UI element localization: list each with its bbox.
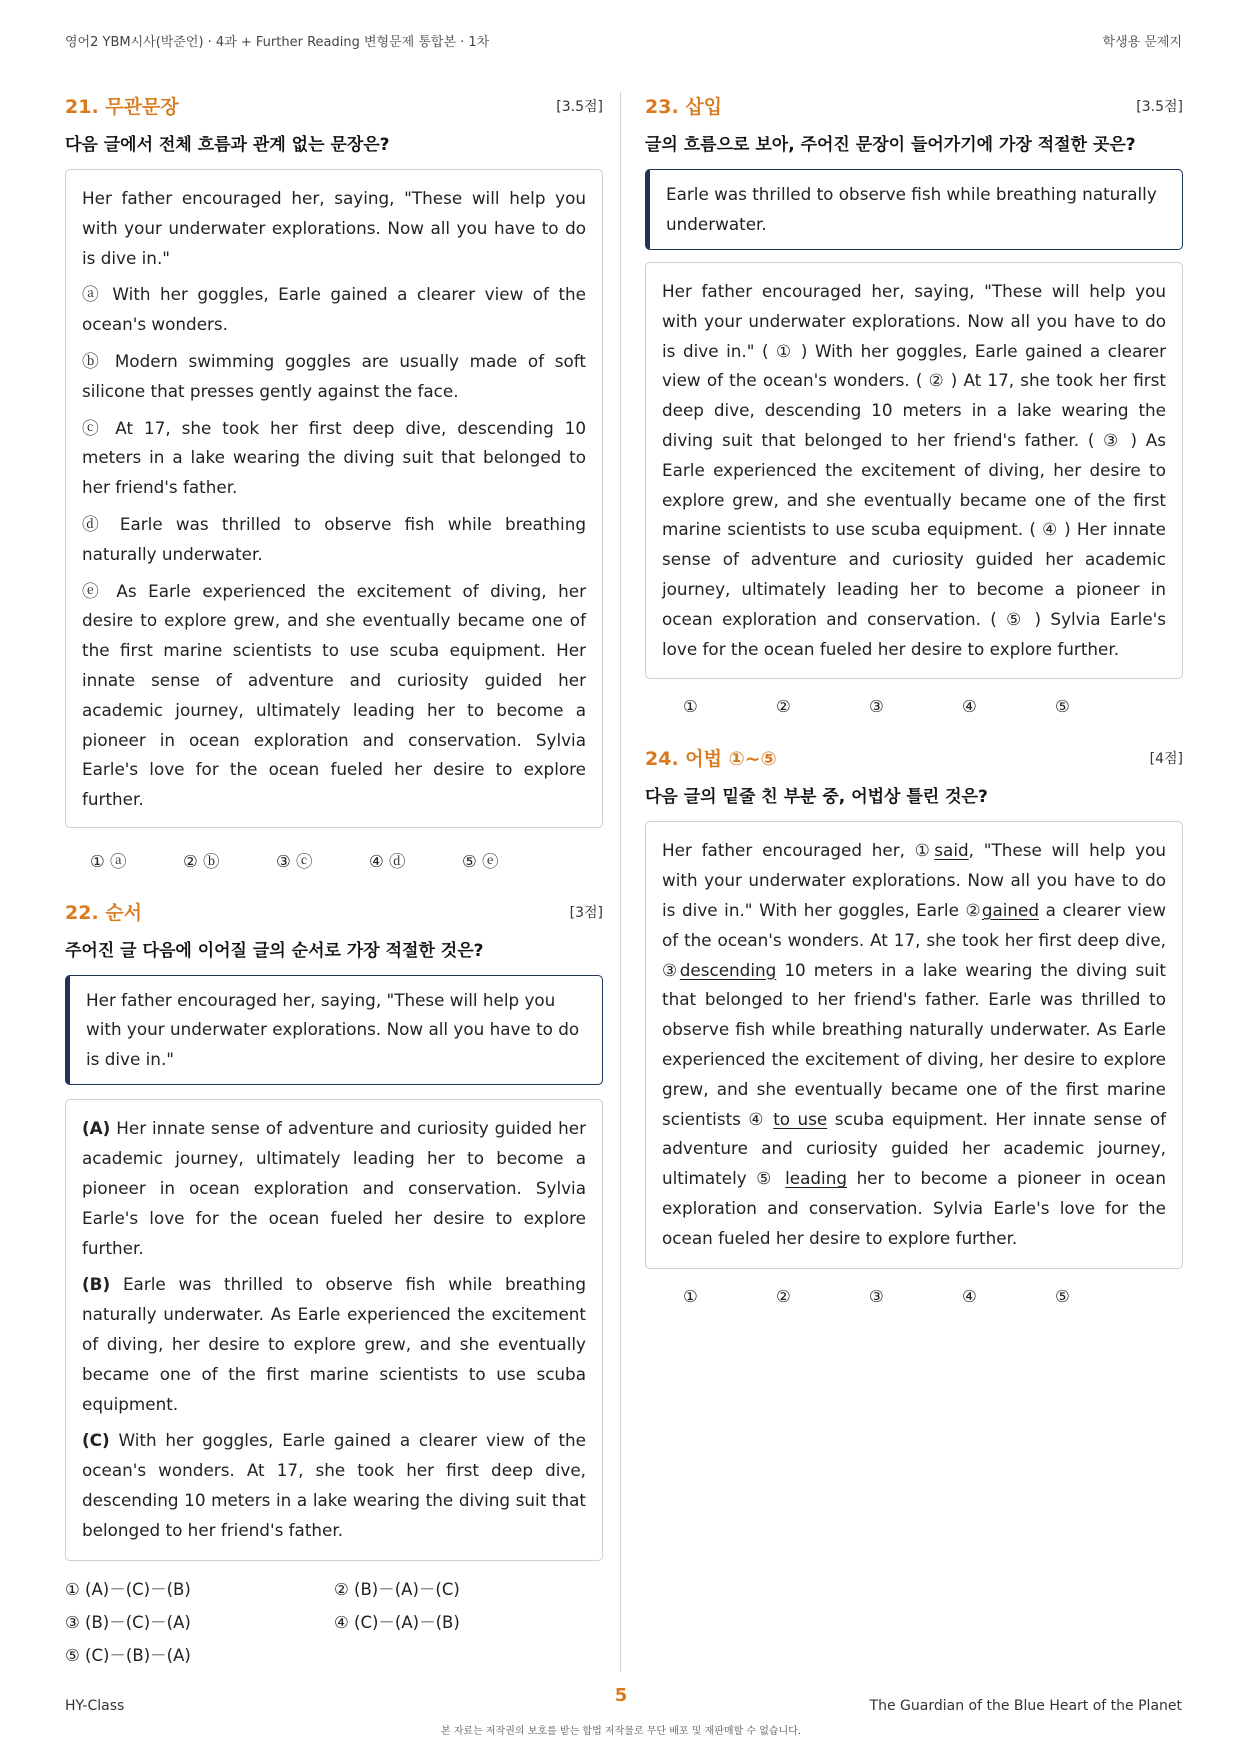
- question-title: 24. 어법 ①~⑤: [645, 748, 777, 771]
- choice-1[interactable]: ①: [683, 1286, 698, 1306]
- passage-text: her to become a pioneer in ocean exploration and conservation. Sylvia Earle's love for the ocean fueled her desire to explore further.: [662, 1168, 1166, 1248]
- underline-marker-4: ④: [748, 1108, 766, 1129]
- question-22: [65, 898, 603, 1672]
- copyright-notice: 본 자료는 저작권의 보호를 받는 합법 저작물로 무단 배포 및 재판매할 수 없습니다.: [440, 1726, 802, 1737]
- part-text: Her innate sense of adventure and curiosity guided her academic journey, ultimately leading her to become a pioneer in ocean exploration and conservation. Sylvia Earle's love for the ocean fueled her desire to explore further.: [82, 1118, 586, 1258]
- passage-text: Her father encouraged her,: [662, 840, 915, 861]
- question-prompt: 글의 흐름으로 보아, 주어진 문장이 들어가기에 가장 적절한 곳은?: [645, 135, 1136, 155]
- passage-text: , "These will help you with your underwater explorations. Now all you have to do is dive in." With her goggles, Earle: [662, 840, 1166, 920]
- answer-choices: [645, 697, 1183, 716]
- part-label: (A): [82, 1118, 111, 1139]
- underlined-word-2: gained: [981, 899, 1040, 920]
- passage-text: 10 meters in a lake wearing the diving suit that belonged to her friend's father. Earle was thrilled to observe fish while breathing naturally underwater. As Earle experienced the excitement of diving, her desire to explore grew, and she eventually became one of the first marine scientists: [662, 959, 1166, 1129]
- choice-1[interactable]: ①: [683, 697, 698, 717]
- choice-5[interactable]: ⑤: [1055, 697, 1070, 717]
- left-column: [65, 92, 603, 1672]
- question-prompt: 다음 글의 밑줄 친 부분 중, 어법상 틀린 것은?: [645, 787, 988, 808]
- page-number: 5: [614, 1685, 628, 1706]
- answer-choices: [645, 1287, 1183, 1306]
- passage-part-b: [82, 1270, 586, 1419]
- question-points: [3점]: [569, 904, 603, 921]
- choice-5[interactable]: ⑤: [1055, 1286, 1070, 1306]
- underline-marker-3: ③: [662, 959, 680, 980]
- question-title: 22. 순서: [65, 901, 142, 924]
- underlined-word-4: to use: [773, 1108, 828, 1129]
- header-right-text: 학생용 문제지: [1102, 35, 1182, 50]
- footer-right-text: The Guardian of the Blue Heart of the Planet: [869, 1698, 1182, 1714]
- underline-marker-5: ⑤: [756, 1168, 776, 1189]
- part-text: With her goggles, Earle gained a clearer view of the ocean's wonders. At 17, she took her first deep dive, descending 10 meters in a lake wearing the diving suit that belonged to her friend's father.: [82, 1430, 586, 1540]
- passage-text: scuba equipment. Her innate sense of adventure and curiosity guided her academic journey, ultimately: [662, 1108, 1166, 1189]
- question-21: [65, 92, 603, 872]
- question-prompt: 다음 글에서 전체 흐름과 관계 없는 문장은?: [65, 135, 390, 155]
- underlined-word-5: leading: [785, 1168, 847, 1189]
- question-title: 21. 무관문장: [65, 96, 179, 118]
- choice-5[interactable]: ⑤ ⓔ: [462, 851, 499, 871]
- part-label: (C): [82, 1430, 110, 1451]
- passage-paragraph: Her father encouraged her, saying, "These will help you with your underwater explorations. Now all you have to do is dive in." ( ① ) With her goggles, Earle gained a clearer view of the ocean's wonders. ( ② ) At 17, she took her first deep dive, descending 10 meters in a lake wearing the diving suit that belonged to her friend's father. ( ③ ) As Earle experienced the excitement of diving, her desire to explore grew, and she eventually became one of the first marine scientists to use scuba equipment. ( ④ ) Her innate sense of adventure and curiosity guided her academic journey, ultimately leading her to become a pioneer in ocean exploration and conservation. ( ⑤ ) Sylvia Earle's love for the ocean fueled her desire to explore further.: [662, 281, 1166, 659]
- part-text: Earle was thrilled to observe fish while breathing naturally underwater. As Earle experienced the excitement of diving, her desire to explore grew, and she eventually became one of the first marine scientists to use scuba equipment.: [82, 1274, 586, 1414]
- column-divider: [620, 92, 621, 1672]
- question-points: [3.5점]: [1136, 99, 1183, 115]
- underlined-word-3: descending: [679, 959, 777, 980]
- right-column: [645, 92, 1183, 1306]
- passage-paragraph: ⓐ With her goggles, Earle gained a clearer view of the ocean's wonders.: [82, 284, 586, 335]
- header-left-text: 영어2 YBM시사(박준언) · 4과 + Further Reading 변형문제 통합본 · 1차: [65, 35, 490, 50]
- answer-choices: [65, 1573, 603, 1672]
- given-sentence-box: Her father encouraged her, saying, "These will help you with your underwater explorations. Now all you have to do is dive in.": [65, 975, 603, 1086]
- passage-paragraph: Her father encouraged her, saying, "These will help you with your underwater explorations. Now all you have to do is dive in.": [82, 188, 586, 268]
- passage-paragraph: [662, 836, 1166, 1253]
- choice-1[interactable]: ① ⓐ: [90, 851, 127, 871]
- passage-paragraph: ⓒ At 17, she took her first deep dive, descending 10 meters in a lake wearing the diving suit that belonged to her friend's father.: [82, 417, 586, 498]
- choice-2[interactable]: ② ⓑ: [183, 851, 220, 871]
- choice-2[interactable]: ②: [776, 697, 791, 717]
- choice-3[interactable]: ③: [869, 1286, 884, 1306]
- choice-4[interactable]: ④: [962, 697, 977, 717]
- underlined-word-1: said: [934, 840, 969, 861]
- passage-box: [645, 262, 1183, 679]
- passage-part-a: [82, 1114, 586, 1263]
- choice-5[interactable]: ⑤ (C)－(B)－(A): [65, 1645, 191, 1665]
- question-prompt: 주어진 글 다음에 이어질 글의 순서로 가장 적절한 것은?: [65, 940, 484, 961]
- underline-marker-1: ①: [914, 840, 935, 861]
- choice-3[interactable]: ③ (B)－(C)－(A): [65, 1612, 191, 1632]
- question-title: 23. 삽입: [645, 96, 722, 118]
- passage-text: a clearer view of the ocean's wonders. At 17, she took her first deep dive,: [662, 899, 1166, 950]
- choice-1[interactable]: ① (A)－(C)－(B): [65, 1579, 191, 1599]
- given-sentence-box: Earle was thrilled to observe fish while breathing naturally underwater.: [645, 169, 1183, 250]
- choice-4[interactable]: ④ (C)－(A)－(B): [334, 1612, 460, 1632]
- part-label: (B): [82, 1274, 111, 1295]
- choice-2[interactable]: ②: [776, 1286, 791, 1306]
- passage-box: [65, 1099, 603, 1560]
- passage-part-c: [82, 1426, 586, 1545]
- choice-4[interactable]: ④ ⓓ: [369, 851, 406, 871]
- footer-left-text: HY-Class: [65, 1698, 125, 1714]
- answer-choices: [65, 848, 603, 872]
- passage-paragraph: ⓔ As Earle experienced the excitement of diving, her desire to explore grew, and she eventually became one of the first marine scientists to use scuba equipment. Her innate sense of adventure and curiosity guided her academic journey, ultimately leading her to become a pioneer in ocean exploration and conservation. Sylvia Earle's love for the ocean fueled her desire to explore further.: [82, 580, 586, 810]
- question-points: [4점]: [1149, 751, 1183, 768]
- underline-marker-2: ②: [965, 899, 982, 920]
- passage-box: [65, 169, 603, 828]
- choice-3[interactable]: ③: [869, 697, 884, 717]
- choice-4[interactable]: ④: [962, 1286, 977, 1306]
- question-points: [3.5점]: [556, 99, 603, 115]
- question-24: [645, 744, 1183, 1305]
- question-23: [645, 92, 1183, 716]
- passage-paragraph: ⓑ Modern swimming goggles are usually made of soft silicone that presses gently against the face.: [82, 350, 586, 401]
- choice-3[interactable]: ③ ⓒ: [276, 851, 313, 871]
- passage-box: [645, 821, 1183, 1268]
- choice-2[interactable]: ② (B)－(A)－(C): [334, 1579, 460, 1599]
- passage-paragraph: ⓓ Earle was thrilled to observe fish while breathing naturally underwater.: [82, 513, 586, 564]
